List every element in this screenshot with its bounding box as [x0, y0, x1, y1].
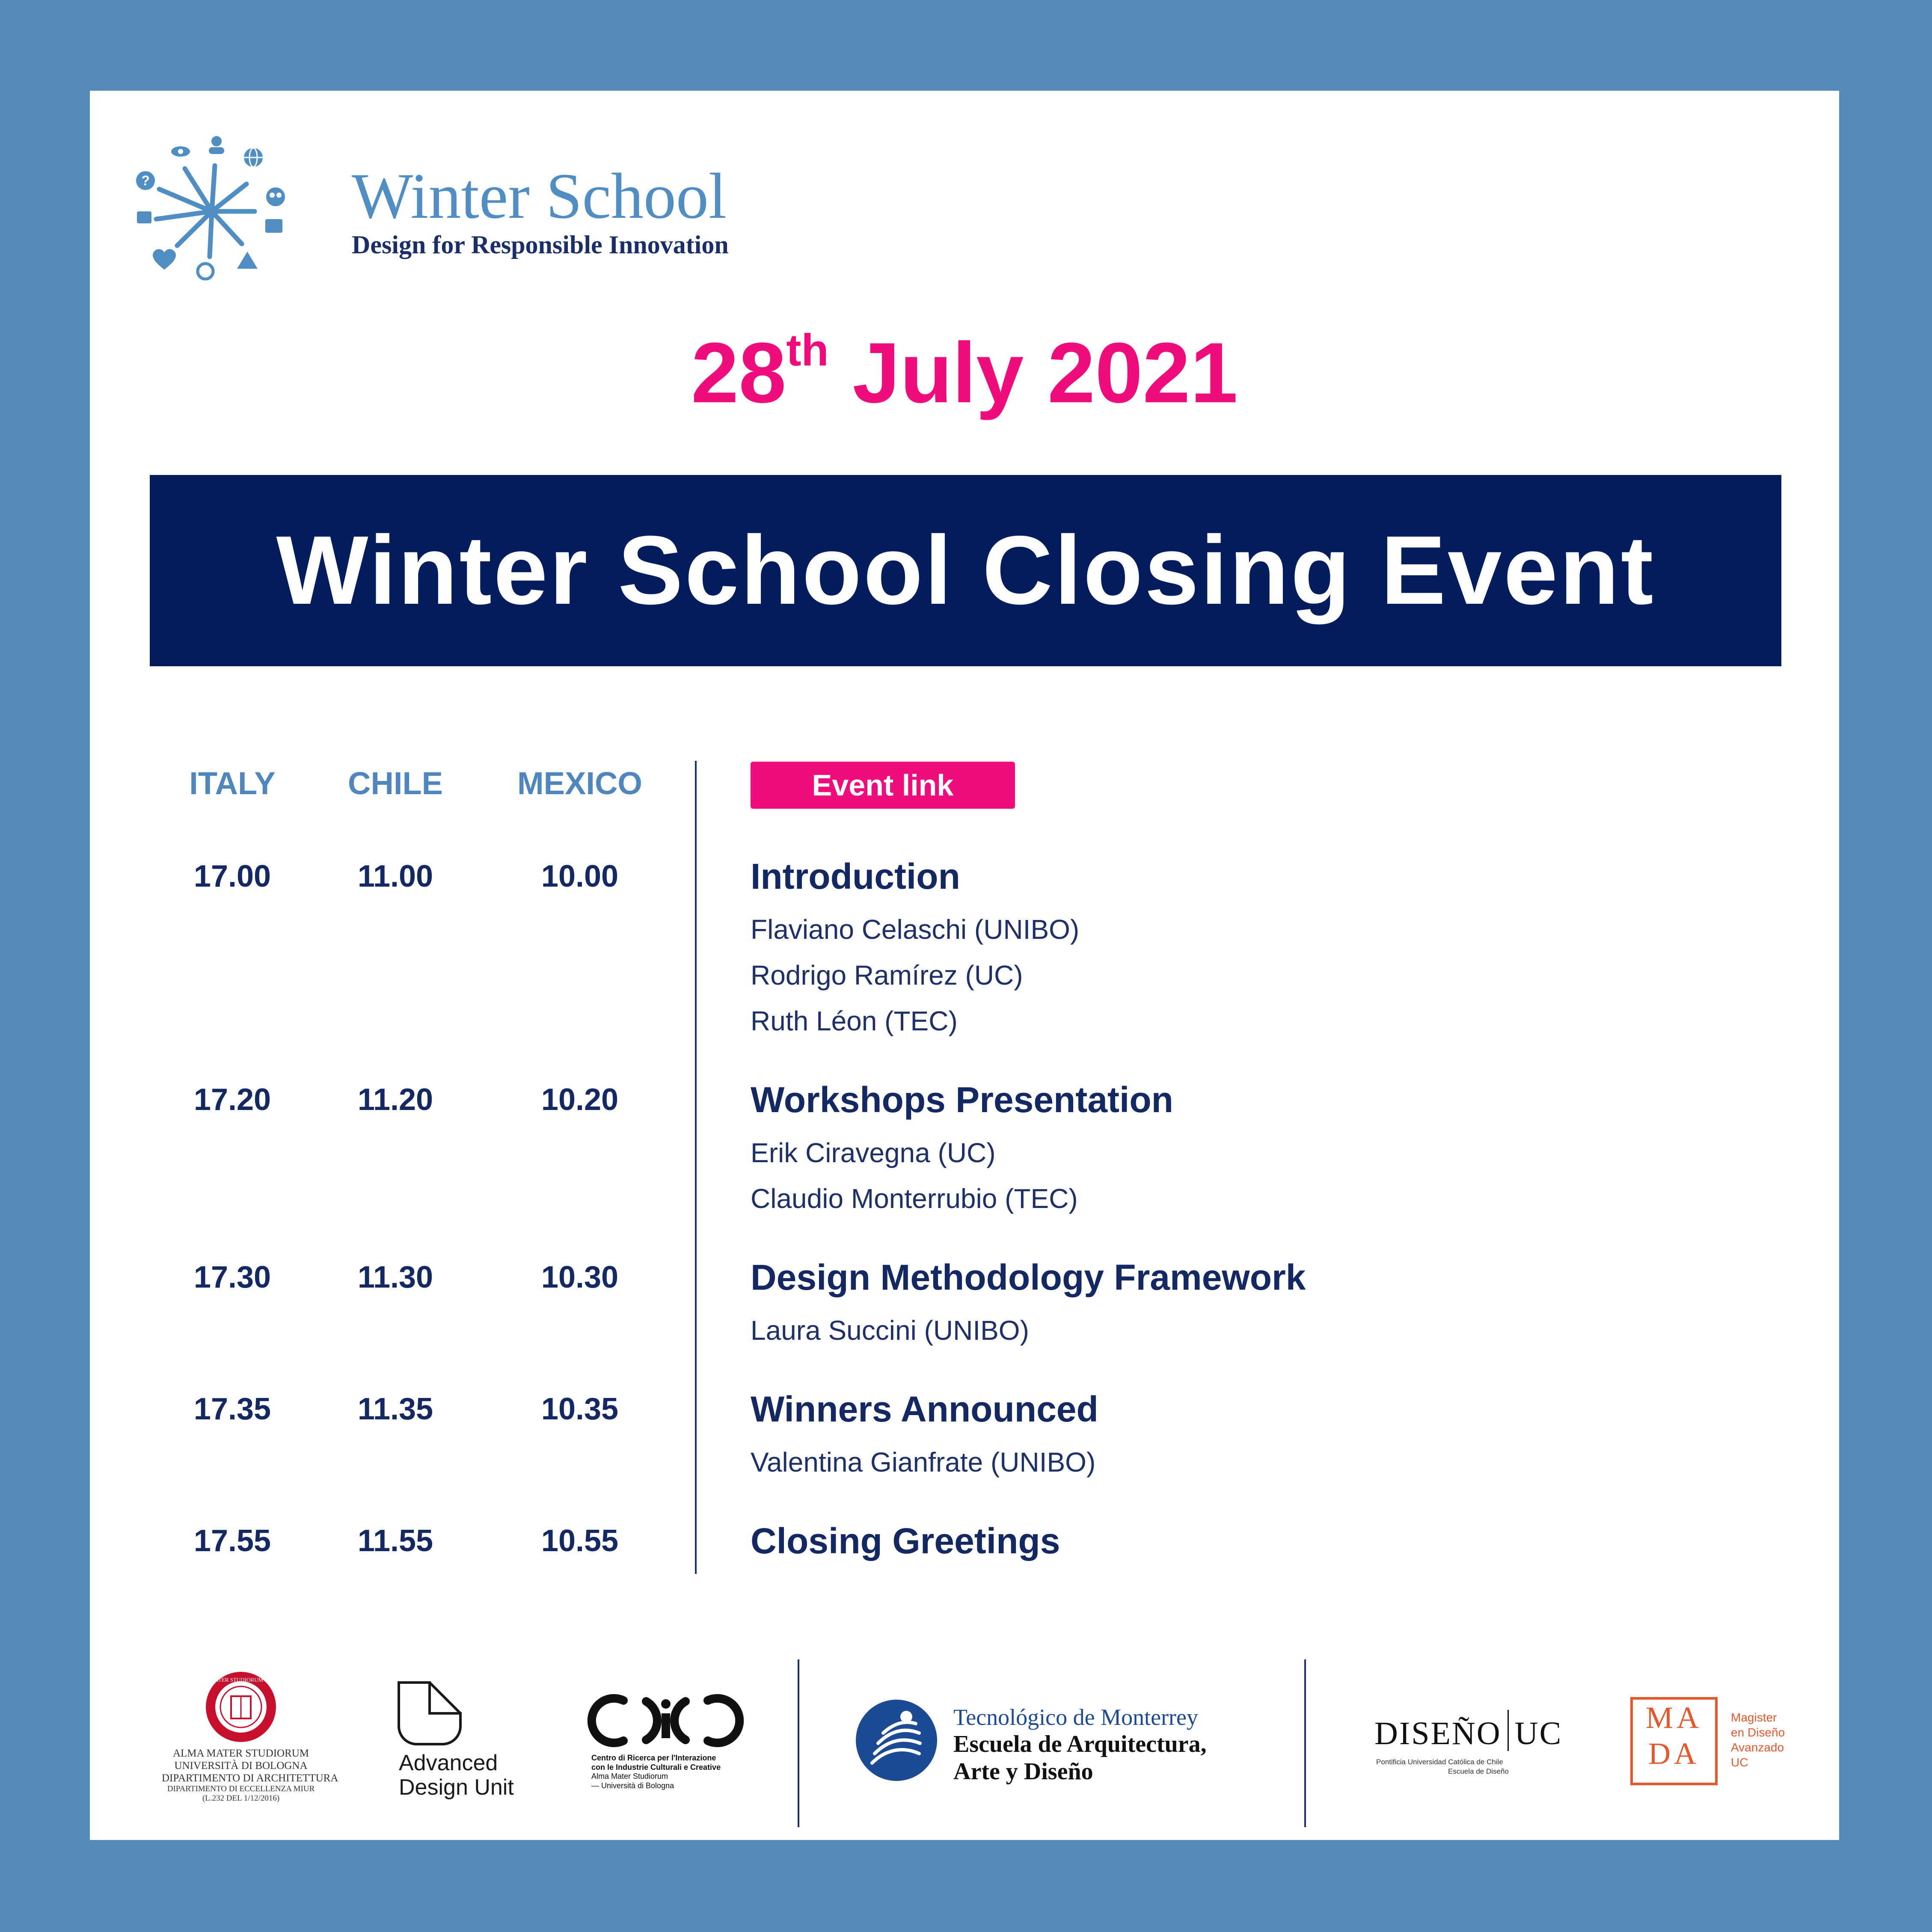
footer-divider	[798, 1659, 799, 1827]
event-date	[90, 325, 1839, 421]
adu-line: Advanced	[399, 1751, 498, 1775]
footer-divider	[1304, 1659, 1306, 1827]
diseno-sub: Escuela de Diseño	[1448, 1767, 1509, 1776]
time-chile: 11.35	[357, 1392, 433, 1426]
speaker: Claudio Monterrubio (TEC)	[751, 1183, 1078, 1214]
mada-logo-mark	[1630, 1697, 1718, 1785]
diseno-separator	[1508, 1710, 1509, 1751]
mada-mark-bottom: DA	[1648, 1736, 1700, 1771]
adu-logo-icon	[396, 1680, 463, 1747]
winter-school-logo-icon	[133, 134, 287, 288]
unibo-seal-text: ALMA MATER STUDIORUM · CESENA	[192, 1677, 290, 1683]
event-link-button[interactable]: Event link	[751, 762, 1015, 809]
uc-word: UC	[1514, 1715, 1563, 1751]
diseno-word: DISEÑO	[1374, 1715, 1502, 1751]
mada-line: en Diseño	[1731, 1726, 1785, 1739]
speaker: Flaviano Celaschi (UNIBO)	[751, 914, 1080, 945]
ciicc-text	[591, 1754, 721, 1790]
time-italy: 17.20	[193, 1083, 271, 1117]
time-italy: 17.00	[193, 859, 271, 893]
speaker: Rodrigo Ramírez (UC)	[751, 960, 1023, 991]
unibo-line: DIPARTIMENTO DI ARCHITETTURA	[162, 1772, 338, 1784]
time-mexico: 10.55	[541, 1524, 619, 1558]
ciicc-line: con le Industrie Culturali e Creative	[591, 1763, 721, 1772]
session-title: Winners Announced	[751, 1389, 1098, 1429]
time-italy: 17.55	[193, 1524, 271, 1558]
event-title-banner	[150, 475, 1781, 666]
mada-mark-top: MA	[1645, 1701, 1702, 1735]
column-header-chile: CHILE	[348, 766, 443, 801]
tec-text	[953, 1704, 1207, 1786]
unibo-line: (L.232 DEL 1/12/2016)	[202, 1794, 280, 1803]
ciicc-logo-icon	[591, 1693, 740, 1748]
date-month-year: July 2021	[852, 325, 1238, 421]
mada-line: UC	[1731, 1756, 1748, 1769]
time-italy: 17.35	[193, 1392, 271, 1426]
session-title: Design Methodology Framework	[751, 1257, 1306, 1297]
event-title: Winter School Closing Event	[276, 516, 1655, 625]
session-title: Introduction	[751, 856, 960, 896]
time-mexico: 10.30	[541, 1260, 619, 1294]
adu-text	[399, 1751, 514, 1800]
unibo-line: ALMA MATER STUDIORUM	[172, 1748, 309, 1759]
mada-text	[1731, 1710, 1785, 1770]
time-chile: 11.55	[357, 1524, 433, 1558]
adu-line: Design Unit	[399, 1775, 514, 1800]
time-chile: 11.20	[357, 1083, 433, 1117]
speaker: Erik Ciravegna (UC)	[751, 1137, 996, 1168]
speaker: Ruth Léon (TEC)	[751, 1006, 958, 1036]
tec-line: Escuela de Arquitectura,	[953, 1731, 1207, 1758]
date-day: 28	[691, 325, 786, 421]
tec-monterrey-logo-icon	[855, 1699, 938, 1782]
column-header-mexico: MEXICO	[517, 766, 642, 801]
session-title: Closing Greetings	[751, 1521, 1060, 1561]
diseno-uc-wordmark	[1374, 1710, 1562, 1752]
unibo-text	[162, 1748, 338, 1803]
column-header-italy: ITALY	[189, 766, 276, 801]
ciicc-line: Centro di Ricerca per l'Interazione	[591, 1754, 716, 1762]
tec-line: Arte y Diseño	[953, 1758, 1093, 1785]
svg-text:?: ?	[141, 173, 150, 188]
time-italy: 17.30	[193, 1260, 271, 1294]
schedule-divider	[695, 761, 697, 1574]
unibo-line: UNIVERSITÀ DI BOLOGNA	[174, 1760, 308, 1772]
logo-title: Winter School	[352, 160, 727, 232]
diseno-uc-subtext	[1376, 1757, 1509, 1776]
time-mexico: 10.35	[541, 1392, 619, 1426]
event-poster	[90, 91, 1839, 1840]
speaker: Laura Succini (UNIBO)	[751, 1315, 1029, 1346]
date-ordinal: th	[786, 325, 829, 376]
time-chile: 11.00	[357, 859, 433, 893]
logo-subtitle: Design for Responsible Innovation	[352, 231, 729, 259]
mada-line: Magister	[1731, 1711, 1777, 1724]
ciicc-line: Alma Mater Studiorum	[591, 1772, 668, 1781]
time-mexico: 10.00	[541, 859, 619, 893]
unibo-line: DIPARTIMENTO DI ECCELLENZA MIUR	[167, 1784, 315, 1794]
ciicc-line: — Università di Bologna	[591, 1781, 674, 1790]
speaker: Valentina Gianfrate (UNIBO)	[751, 1447, 1096, 1478]
unibo-seal-logo	[192, 1671, 290, 1743]
time-chile: 11.30	[357, 1260, 433, 1294]
mada-line: Avanzado	[1731, 1741, 1784, 1754]
time-mexico: 10.20	[541, 1083, 619, 1117]
diseno-sub: Pontificia Universidad Católica de Chile	[1376, 1758, 1503, 1766]
tec-line: Tecnológico de Monterrey	[953, 1704, 1199, 1730]
session-title: Workshops Presentation	[751, 1080, 1173, 1120]
